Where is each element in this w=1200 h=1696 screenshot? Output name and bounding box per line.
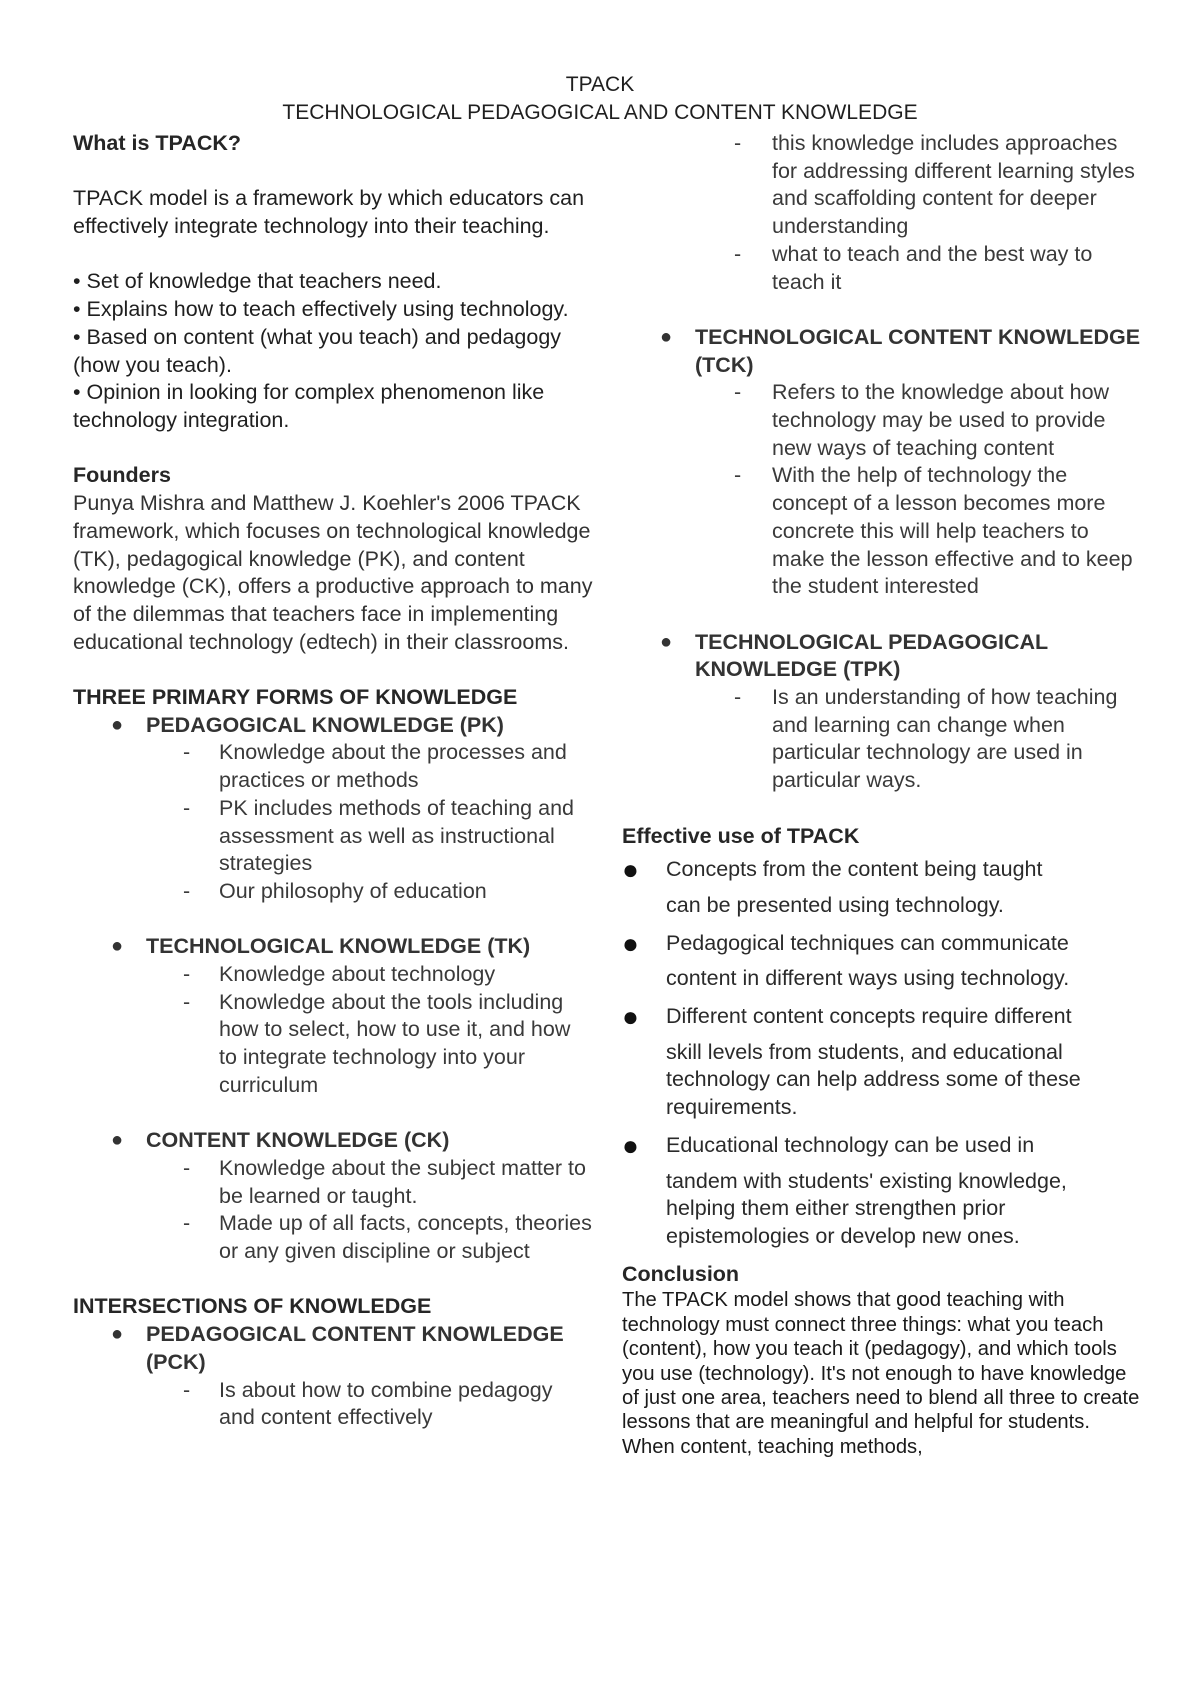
tpk-title: TECHNOLOGICAL PEDAGOGICAL KNOWLEDGE (TPK) <box>695 629 1048 682</box>
point-item: • Set of knowledge that teachers need. <box>73 269 442 294</box>
tck-sub-list <box>622 379 1142 601</box>
bullet-icon: ● <box>622 1129 639 1161</box>
bullet-icon: ● <box>111 935 124 958</box>
list-item: - Our philosophy of education <box>183 878 487 903</box>
list-item: - this knowledge includes approaches for addressing different learning styles and scaffolding content for deeper understanding <box>734 131 1135 239</box>
list-item: - Is an understanding of how teaching and learning can change when particular technology are used in particular ways. <box>734 685 1118 793</box>
list-item: - Refers to the knowledge about how technology may be used to provide new ways of teaching content <box>734 380 1110 460</box>
list-item: ● Concepts from the content being taught can be presented using technology. <box>622 854 1043 917</box>
list-item: - what to teach and the best way to teach it <box>734 241 1093 294</box>
bullet-icon: ● <box>111 713 124 736</box>
pck-sub-list <box>73 1377 593 1432</box>
list-item: - Knowledge about the processes and practices or methods <box>183 740 567 793</box>
pck-item <box>73 1321 593 1376</box>
founders-body: Punya Mishra and Matthew J. Koehler's 2006 TPACK framework, which focuses on technological knowledge (TK), pedagogical knowledge (PK), and content knowledge (CK), offers a productive approach to many of the dilemmas that teachers face in implementing educational technology (edtech) in their classrooms. <box>73 491 593 654</box>
list-item: ● Different content concepts require different skill levels from students, and educational technology can help address some of these requirements. <box>622 1001 1081 1120</box>
what-is-tpack-heading: What is TPACK? <box>73 131 242 155</box>
list-item: ● Educational technology can be used in tandem with students' existing knowledge, helping them either strengthen prior epistemologies or develop new ones. <box>622 1129 1067 1248</box>
tpk-item <box>622 629 1142 684</box>
tck-title: TECHNOLOGICAL CONTENT KNOWLEDGE (TCK) <box>695 324 1141 377</box>
list-item: - Made up of all facts, concepts, theories or any given discipline or subject <box>183 1211 592 1264</box>
list-item: - With the help of technology the concept of a lesson becomes more concrete this will help teachers to make the lesson effective and to keep the student interested <box>734 463 1133 599</box>
pck-continued-list <box>622 130 1142 296</box>
founders-heading: Founders <box>73 463 171 488</box>
bullet-icon: ● <box>622 854 639 886</box>
pck-title: PEDAGOGICAL CONTENT KNOWLEDGE (PCK) <box>146 1322 564 1374</box>
bullet-icon: ● <box>111 1129 124 1152</box>
list-item: - PK includes methods of teaching and assessment as well as instructional strategies <box>183 795 574 876</box>
ck-title: CONTENT KNOWLEDGE (CK) <box>146 1128 450 1153</box>
list-item: ● Pedagogical techniques can communicate content in different ways using technology. <box>622 927 1070 991</box>
left-column <box>73 130 593 1432</box>
tck-item <box>622 324 1142 379</box>
ck-item <box>73 1127 593 1155</box>
bullet-icon: ● <box>660 630 673 653</box>
pk-sub-list <box>73 739 593 905</box>
point-item: • Opinion in looking for complex phenomenon like technology integration. <box>73 380 545 432</box>
tpk-sub-list <box>622 684 1142 795</box>
point-item: • Explains how to teach effectively using technology. <box>73 297 569 322</box>
bullet-icon: ● <box>111 1323 124 1346</box>
pk-item <box>73 712 593 740</box>
tk-sub-list <box>73 961 593 1100</box>
bullet-icon: ● <box>622 927 639 959</box>
conclusion-heading: Conclusion <box>622 1261 740 1286</box>
point-item: • Based on content (what you teach) and pedagogy (how you teach). <box>73 324 562 377</box>
tk-title: TECHNOLOGICAL KNOWLEDGE (TK) <box>146 934 531 959</box>
effective-use-list <box>622 856 1142 1250</box>
document-title: TPACK <box>565 73 635 96</box>
ck-sub-list <box>73 1155 593 1266</box>
document-header <box>0 71 1200 127</box>
list-item: - Knowledge about technology <box>183 962 496 987</box>
intersections-heading: INTERSECTIONS OF KNOWLEDGE <box>73 1294 432 1319</box>
three-forms-heading: THREE PRIMARY FORMS OF KNOWLEDGE <box>73 685 518 709</box>
list-item: - Is about how to combine pedagogy and content effectively <box>183 1377 553 1430</box>
list-item: - Knowledge about the subject matter to be learned or taught. <box>183 1155 586 1208</box>
conclusion-body: The TPACK model shows that good teaching with technology must connect three things: what you teach (content), how you teach it (pedagogy), and which tools you use (technology). It's not enough to have knowledge of just one area, teachers need to blend all three to create lessons that are meaningful and helpful for students. When content, teaching methods, <box>622 1289 1140 1458</box>
what-is-tpack-body: TPACK model is a framework by which educators can effectively integrate technology into their teaching. <box>73 186 585 239</box>
bullet-icon: ● <box>660 325 673 348</box>
pk-title: PEDAGOGICAL KNOWLEDGE (PK) <box>146 712 504 737</box>
list-item: - Knowledge about the tools including how to select, how to use it, and how to integrate technology into your curriculum <box>183 989 571 1097</box>
document-subtitle: TECHNOLOGICAL PEDAGOGICAL AND CONTENT KNOWLEDGE <box>282 101 918 124</box>
right-column <box>622 130 1142 1459</box>
effective-use-heading: Effective use of TPACK <box>622 823 860 848</box>
bullet-icon: ● <box>622 1001 639 1033</box>
tk-item <box>73 933 593 961</box>
